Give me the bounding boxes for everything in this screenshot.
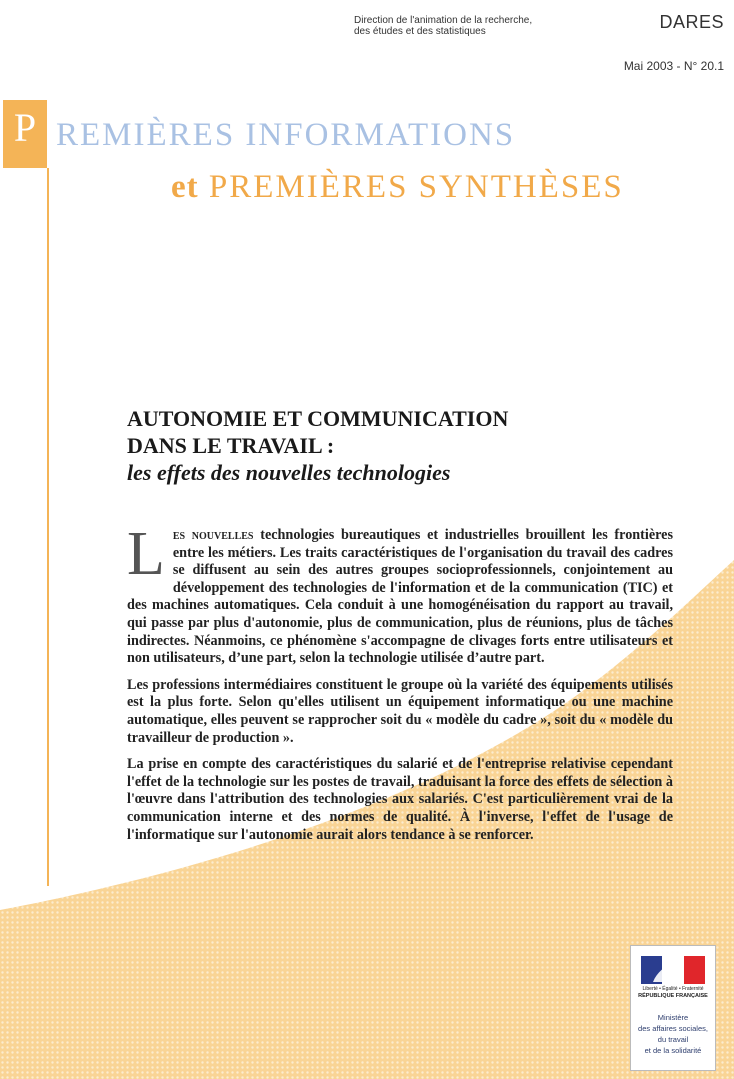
article-body xyxy=(127,520,674,853)
ministry-line-2: des affaires sociales, xyxy=(638,1024,708,1033)
series-title-et: et xyxy=(171,169,199,205)
ministry-line-1: Ministère xyxy=(657,1013,689,1022)
marianne-flag-icon xyxy=(641,956,705,984)
headline-subtitle: les effets des nouvelles technologies xyxy=(127,460,451,485)
series-title-rest: PREMIÈRES SYNTHÈSES xyxy=(208,169,624,205)
paragraph-1-text: technologies bureautiques et industrielles brouillent les frontières entre les métiers. Les traits caractéristiques de l'organisation du travail des cadres se diffusent au sein des autres groupes socioprofessionnels, conjointement au développement des technologies de l'information et de la communication (TIC) et des machines automatiques. Cela conduit à une homogénéisation du rapport au travail, qui passe par plus d'autonomie, plus de communication, plus de réunions, plus de tâches indirectes. Néanmoins, ce phénomène s'accompagne de clivages forts entre utilisateurs et non utilisateurs, d’une part, selon la technologie utilisée d’autre part. xyxy=(127,527,674,667)
paragraph-1 xyxy=(127,520,674,668)
drop-cap: L xyxy=(127,520,165,588)
ministry-logo xyxy=(630,945,716,1071)
org-line-1: Direction de l'animation de la recherche, xyxy=(354,15,533,26)
brand-name: DARES xyxy=(659,12,724,32)
series-title-line-1: REMIÈRES INFORMATIONS xyxy=(56,117,516,153)
series-title-line-2 xyxy=(171,169,624,206)
org-line-2: des études et des statistiques xyxy=(354,26,486,37)
series-initial-box: P xyxy=(3,100,47,168)
headline-line-2: DANS LE TRAVAIL : xyxy=(127,433,335,458)
header-organization xyxy=(354,15,532,37)
ministry-line-3: du travail xyxy=(657,1035,689,1044)
logo-republic: RÉPUBLIQUE FRANÇAISE xyxy=(638,993,708,999)
issue-number: Mai 2003 - N° 20.1 xyxy=(623,59,724,73)
paragraph-3: La prise en compte des caractéristiques du salarié et de l'entreprise relativise cependant l'effet de la technologie sur les postes de travail, traduisant la force des effets de sélection à l'œuvre dans l'attribution des technologies aux salariés. C'est particulièrement vrai de la communication interne et des normes de qualité. À l'inverse, l'effet de l'usage de l'informatique sur l'autonomie aurait alors tendance à se renforcer. xyxy=(127,756,673,843)
headline-line-1: AUTONOMIE ET COMMUNICATION xyxy=(127,406,509,431)
article-headline xyxy=(127,405,627,486)
accent-vertical-line xyxy=(47,168,49,886)
ministry-line-4: et de la solidarité xyxy=(644,1046,702,1055)
logo-ministry-name xyxy=(631,1012,715,1056)
paragraph-2: Les professions intermédiaires constituent le groupe où la variété des équipements utilisés est la plus forte. Selon qu'elles utilisent un équipement informatique ou une machine automatique, elles peuvent se rapprocher soit du « modèle du cadre », soit du « modèle du travailleur de production ». xyxy=(127,676,673,746)
lead-in: es nouvelles xyxy=(172,527,254,543)
logo-motto: Liberté • Égalité • Fraternité xyxy=(642,986,704,992)
